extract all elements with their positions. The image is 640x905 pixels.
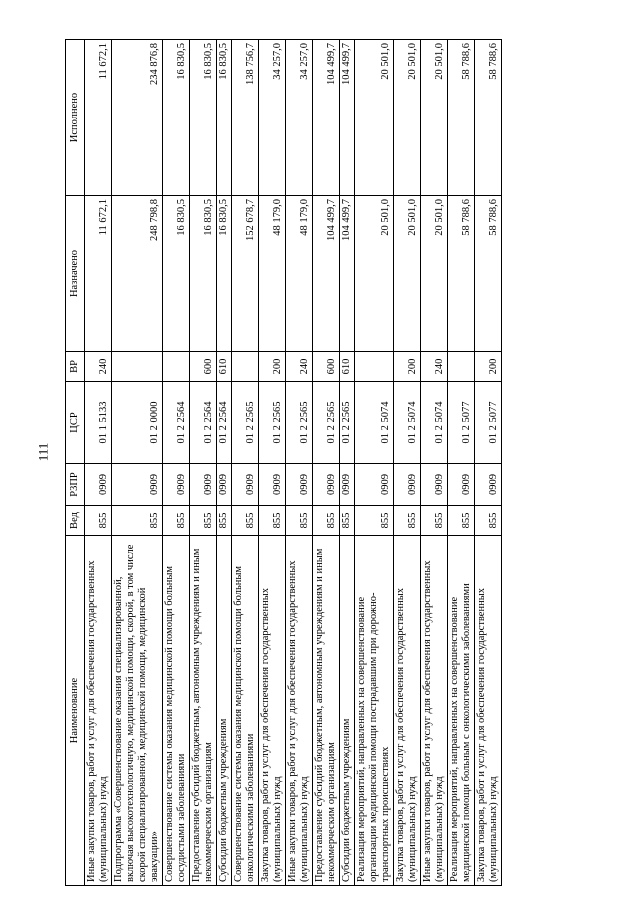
cell-executed: 16 830,5 xyxy=(190,40,217,196)
cell-csr: 01 1 5133 xyxy=(85,382,112,464)
cell-rpr: 0909 xyxy=(448,464,475,506)
table-row xyxy=(163,40,190,886)
cell-csr: 01 2 2565 xyxy=(313,382,340,464)
cell-executed: 11 672,1 xyxy=(85,40,112,196)
cell-executed: 20 501,0 xyxy=(394,40,421,196)
cell-executed: 34 257,0 xyxy=(286,40,313,196)
cell-vr: 240 xyxy=(286,352,313,382)
cell-name: Реализация мероприятий, направленных на совершенствование медицинской помощи больным с онкологическими заболеваниями xyxy=(448,536,475,886)
cell-assigned: 104 499,7 xyxy=(313,196,340,352)
cell-name: Совершенствование системы оказания медицинской помощи больным онкологическими заболеваниями xyxy=(232,536,259,886)
cell-vr: 610 xyxy=(217,352,232,382)
cell-rpr: 0909 xyxy=(394,464,421,506)
cell-vr xyxy=(112,352,163,382)
cell-vr xyxy=(448,352,475,382)
cell-executed: 20 501,0 xyxy=(421,40,448,196)
table-row xyxy=(394,40,421,886)
cell-ved: 855 xyxy=(85,506,112,536)
cell-csr: 01 2 2564 xyxy=(190,382,217,464)
cell-vr: 240 xyxy=(421,352,448,382)
cell-ved: 855 xyxy=(112,506,163,536)
cell-assigned: 20 501,0 xyxy=(421,196,448,352)
cell-vr xyxy=(232,352,259,382)
cell-assigned: 104 499,7 xyxy=(340,196,355,352)
cell-vr: 240 xyxy=(85,352,112,382)
cell-rpr: 0909 xyxy=(313,464,340,506)
cell-name: Закупка товаров, работ и услуг для обеспечения государственных (муниципальных) нужд xyxy=(259,536,286,886)
cell-assigned: 152 678,7 xyxy=(232,196,259,352)
cell-executed: 104 499,7 xyxy=(313,40,340,196)
cell-rpr: 0909 xyxy=(232,464,259,506)
cell-vr: 200 xyxy=(259,352,286,382)
cell-ved: 855 xyxy=(163,506,190,536)
cell-vr: 600 xyxy=(313,352,340,382)
cell-rpr: 0909 xyxy=(355,464,394,506)
cell-csr: 01 2 2565 xyxy=(259,382,286,464)
cell-csr: 01 2 2565 xyxy=(232,382,259,464)
cell-rpr: 0909 xyxy=(421,464,448,506)
cell-csr: 01 2 5074 xyxy=(355,382,394,464)
table-row xyxy=(448,40,475,886)
cell-executed: 16 830,5 xyxy=(163,40,190,196)
cell-assigned: 20 501,0 xyxy=(394,196,421,352)
table-row xyxy=(286,40,313,886)
cell-name: Закупка товаров, работ и услуг для обеспечения государственных (муниципальных) нужд xyxy=(475,536,502,886)
cell-rpr: 0909 xyxy=(163,464,190,506)
cell-name: Иные закупки товаров, работ и услуг для обеспечения государственных (муниципальных) нужд xyxy=(421,536,448,886)
table-row xyxy=(85,40,112,886)
table-header-row xyxy=(66,40,85,886)
table-row xyxy=(475,40,502,886)
cell-vr: 200 xyxy=(475,352,502,382)
table-row xyxy=(421,40,448,886)
cell-ved: 855 xyxy=(421,506,448,536)
cell-name: Предоставление субсидий бюджетным, автономным учреждениям и иным некоммерческим организациям xyxy=(313,536,340,886)
cell-name: Совершенствование системы оказания медицинской помощи больным сосудистыми заболеваниями xyxy=(163,536,190,886)
cell-csr: 01 2 5077 xyxy=(448,382,475,464)
cell-assigned: 248 798,8 xyxy=(112,196,163,352)
cell-csr: 01 2 2565 xyxy=(340,382,355,464)
cell-vr: 600 xyxy=(190,352,217,382)
cell-csr: 01 2 2565 xyxy=(286,382,313,464)
cell-assigned: 11 672,1 xyxy=(85,196,112,352)
cell-csr: 01 2 5077 xyxy=(475,382,502,464)
budget-table xyxy=(65,39,502,886)
cell-executed: 34 257,0 xyxy=(259,40,286,196)
cell-csr: 01 2 5074 xyxy=(394,382,421,464)
cell-rpr: 0909 xyxy=(475,464,502,506)
header-vr: ВР xyxy=(66,352,85,382)
table-row xyxy=(112,40,163,886)
cell-rpr: 0909 xyxy=(286,464,313,506)
header-ved: Вед xyxy=(66,506,85,536)
cell-name: Закупка товаров, работ и услуг для обеспечения государственных (муниципальных) нужд xyxy=(394,536,421,886)
cell-name: Реализация мероприятий, направленных на совершенствование организации медицинской помощи пострадавшим при дорожно-транспортных происшествиях xyxy=(355,536,394,886)
cell-ved: 855 xyxy=(313,506,340,536)
cell-assigned: 16 830,5 xyxy=(190,196,217,352)
header-csr: ЦСР xyxy=(66,382,85,464)
cell-ved: 855 xyxy=(232,506,259,536)
cell-ved: 855 xyxy=(394,506,421,536)
cell-name: Иные закупки товаров, работ и услуг для обеспечения государственных (муниципальных) нужд xyxy=(286,536,313,886)
cell-name: Иные закупки товаров, работ и услуг для обеспечения государственных (муниципальных) нужд xyxy=(85,536,112,886)
cell-rpr: 0909 xyxy=(85,464,112,506)
cell-executed: 16 830,5 xyxy=(217,40,232,196)
cell-csr: 01 2 2564 xyxy=(163,382,190,464)
cell-ved: 855 xyxy=(190,506,217,536)
cell-ved: 855 xyxy=(259,506,286,536)
cell-name: Подпрограмма «Совершенствование оказания специализированной, включая высокотехнологичную, медицинской помощи, скорой, в том числе скорой специализированной, медицинской помощи, медицинской эвакуации» xyxy=(112,536,163,886)
cell-assigned: 20 501,0 xyxy=(355,196,394,352)
cell-rpr: 0909 xyxy=(217,464,232,506)
cell-assigned: 48 179,0 xyxy=(259,196,286,352)
cell-vr: 610 xyxy=(340,352,355,382)
cell-ved: 855 xyxy=(217,506,232,536)
cell-rpr: 0909 xyxy=(112,464,163,506)
cell-assigned: 58 788,6 xyxy=(475,196,502,352)
cell-executed: 20 501,0 xyxy=(355,40,394,196)
cell-ved: 855 xyxy=(448,506,475,536)
table-row xyxy=(355,40,394,886)
cell-vr xyxy=(163,352,190,382)
cell-rpr: 0909 xyxy=(259,464,286,506)
cell-executed: 104 499,7 xyxy=(340,40,355,196)
cell-ved: 855 xyxy=(340,506,355,536)
cell-name: Субсидии бюджетным учреждениям xyxy=(217,536,232,886)
table-row xyxy=(313,40,340,886)
cell-executed: 138 756,7 xyxy=(232,40,259,196)
header-executed: Исполнено xyxy=(66,40,85,196)
cell-assigned: 58 788,6 xyxy=(448,196,475,352)
cell-ved: 855 xyxy=(475,506,502,536)
cell-csr: 01 2 5074 xyxy=(421,382,448,464)
cell-assigned: 16 830,5 xyxy=(163,196,190,352)
cell-ved: 855 xyxy=(286,506,313,536)
header-rpr: Р3ПР xyxy=(66,464,85,506)
table-row xyxy=(232,40,259,886)
cell-csr: 01 2 2564 xyxy=(217,382,232,464)
cell-assigned: 48 179,0 xyxy=(286,196,313,352)
cell-csr: 01 2 0000 xyxy=(112,382,163,464)
cell-assigned: 16 830,5 xyxy=(217,196,232,352)
table-row xyxy=(217,40,232,886)
cell-rpr: 0909 xyxy=(340,464,355,506)
rotated-page-content xyxy=(65,40,575,886)
table-row xyxy=(259,40,286,886)
cell-name: Предоставление субсидий бюджетным, автономным учреждениям и иным некоммерческим организациям xyxy=(190,536,217,886)
page-number: 111 xyxy=(35,442,51,462)
header-name: Наименование xyxy=(66,536,85,886)
table-row xyxy=(340,40,355,886)
cell-rpr: 0909 xyxy=(190,464,217,506)
cell-executed: 234 876,8 xyxy=(112,40,163,196)
cell-vr: 200 xyxy=(394,352,421,382)
header-assigned: Назначено xyxy=(66,196,85,352)
table-row xyxy=(190,40,217,886)
cell-executed: 58 788,6 xyxy=(448,40,475,196)
cell-vr xyxy=(355,352,394,382)
cell-executed: 58 788,6 xyxy=(475,40,502,196)
cell-ved: 855 xyxy=(355,506,394,536)
cell-name: Субсидии бюджетным учреждениям xyxy=(340,536,355,886)
